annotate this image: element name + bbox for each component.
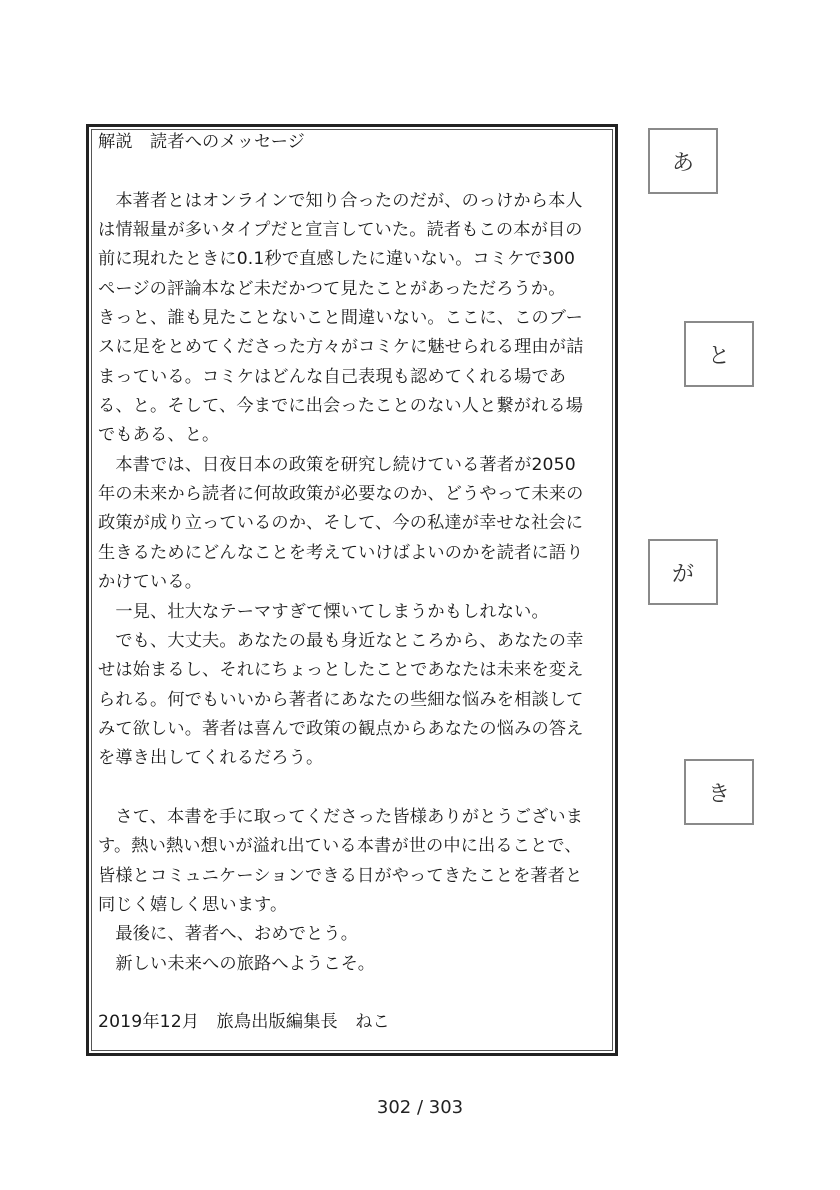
- body-line: す。熱い熱い想いが溢れ出ている本書が世の中に出ることで、: [98, 836, 582, 857]
- side-title-char: き: [707, 781, 730, 807]
- body-line: きっと、誰も見たことないこと間違いない。ここに、このブー: [98, 308, 583, 329]
- body-line: 新しい未来への旅路へようこそ。: [98, 953, 376, 974]
- side-title-char-box: [648, 539, 718, 605]
- body-line: を導き出してくれるだろう。: [98, 748, 324, 769]
- body-line: スに足をとめてくださった方々がコミケに魅せられる理由が詰: [98, 337, 584, 358]
- side-title-char-box: [684, 759, 754, 825]
- side-title-char: あ: [671, 150, 694, 176]
- side-title-char: と: [707, 343, 730, 369]
- blank-line: [98, 157, 610, 186]
- body-line: 本書では、日夜日本の政策を研究し続けている著者が2050: [98, 454, 576, 475]
- body-line: ページの評論本など未だかつて見たことがあっただろうか。: [98, 278, 566, 299]
- body-line: る、と。そして、今までに出会ったことのない人と繋がれる場: [98, 396, 584, 417]
- body-line: 最後に、著者へ、おめでとう。: [98, 924, 359, 945]
- body-line: せは始まるし、それにちょっとしたことであなたは未来を変え: [98, 660, 584, 681]
- body-line: 一見、壮大なテーマすぎて慄いてしまうかもしれない。: [98, 601, 549, 622]
- article-body: [98, 128, 610, 1038]
- signature-line: 2019年12月 旅鳥出版編集長 ねこ: [98, 1012, 390, 1033]
- body-line: 皆様とコミュニケーションできる日がやってきたことを著者と: [98, 865, 583, 886]
- body-line: かけている。: [98, 572, 203, 593]
- body-line: 本著者とはオンラインで知り合ったのだが、のっけから本人: [98, 190, 583, 211]
- body-line: みて欲しい。著者は喜んで政策の観点からあなたの悩みの答え: [98, 718, 584, 739]
- body-line: 生きるためにどんなことを考えていけばよいのかを読者に語り: [98, 542, 584, 563]
- blank-line: [98, 774, 610, 803]
- page-number: 302 / 303: [376, 1097, 464, 1118]
- body-line: でもある、と。: [98, 425, 220, 446]
- side-title-char: が: [671, 561, 694, 587]
- body-line: 政策が成り立っているのか、そして、今の私達が幸せな社会に: [98, 513, 584, 534]
- body-line: 前に現れたときに0.1秒で直感したに違いない。コミケで300: [98, 249, 576, 270]
- side-title-char-box: [684, 321, 754, 387]
- body-line: られる。何でもいいから著者にあなたの些細な悩みを相談して: [98, 689, 584, 710]
- body-line: さて、本書を手に取ってくださった皆様ありがとうございま: [98, 806, 584, 827]
- body-line: でも、大丈夫。あなたの最も身近なところから、あなたの幸: [98, 630, 584, 651]
- body-line: は情報量が多いタイプだと宣言していた。読者もこの本が目の: [98, 220, 583, 241]
- body-line: まっている。コミケはどんな自己表現も認めてくれる場であ: [98, 366, 567, 387]
- blank-line: [98, 979, 610, 1008]
- body-line: 同じく嬉しく思います。: [98, 894, 288, 915]
- article-heading: 解説 読者へのメッセージ: [98, 132, 306, 152]
- side-title-char-box: [648, 128, 718, 194]
- body-line: 年の未来から読者に何故政策が必要なのか、どうやって未来の: [98, 484, 584, 505]
